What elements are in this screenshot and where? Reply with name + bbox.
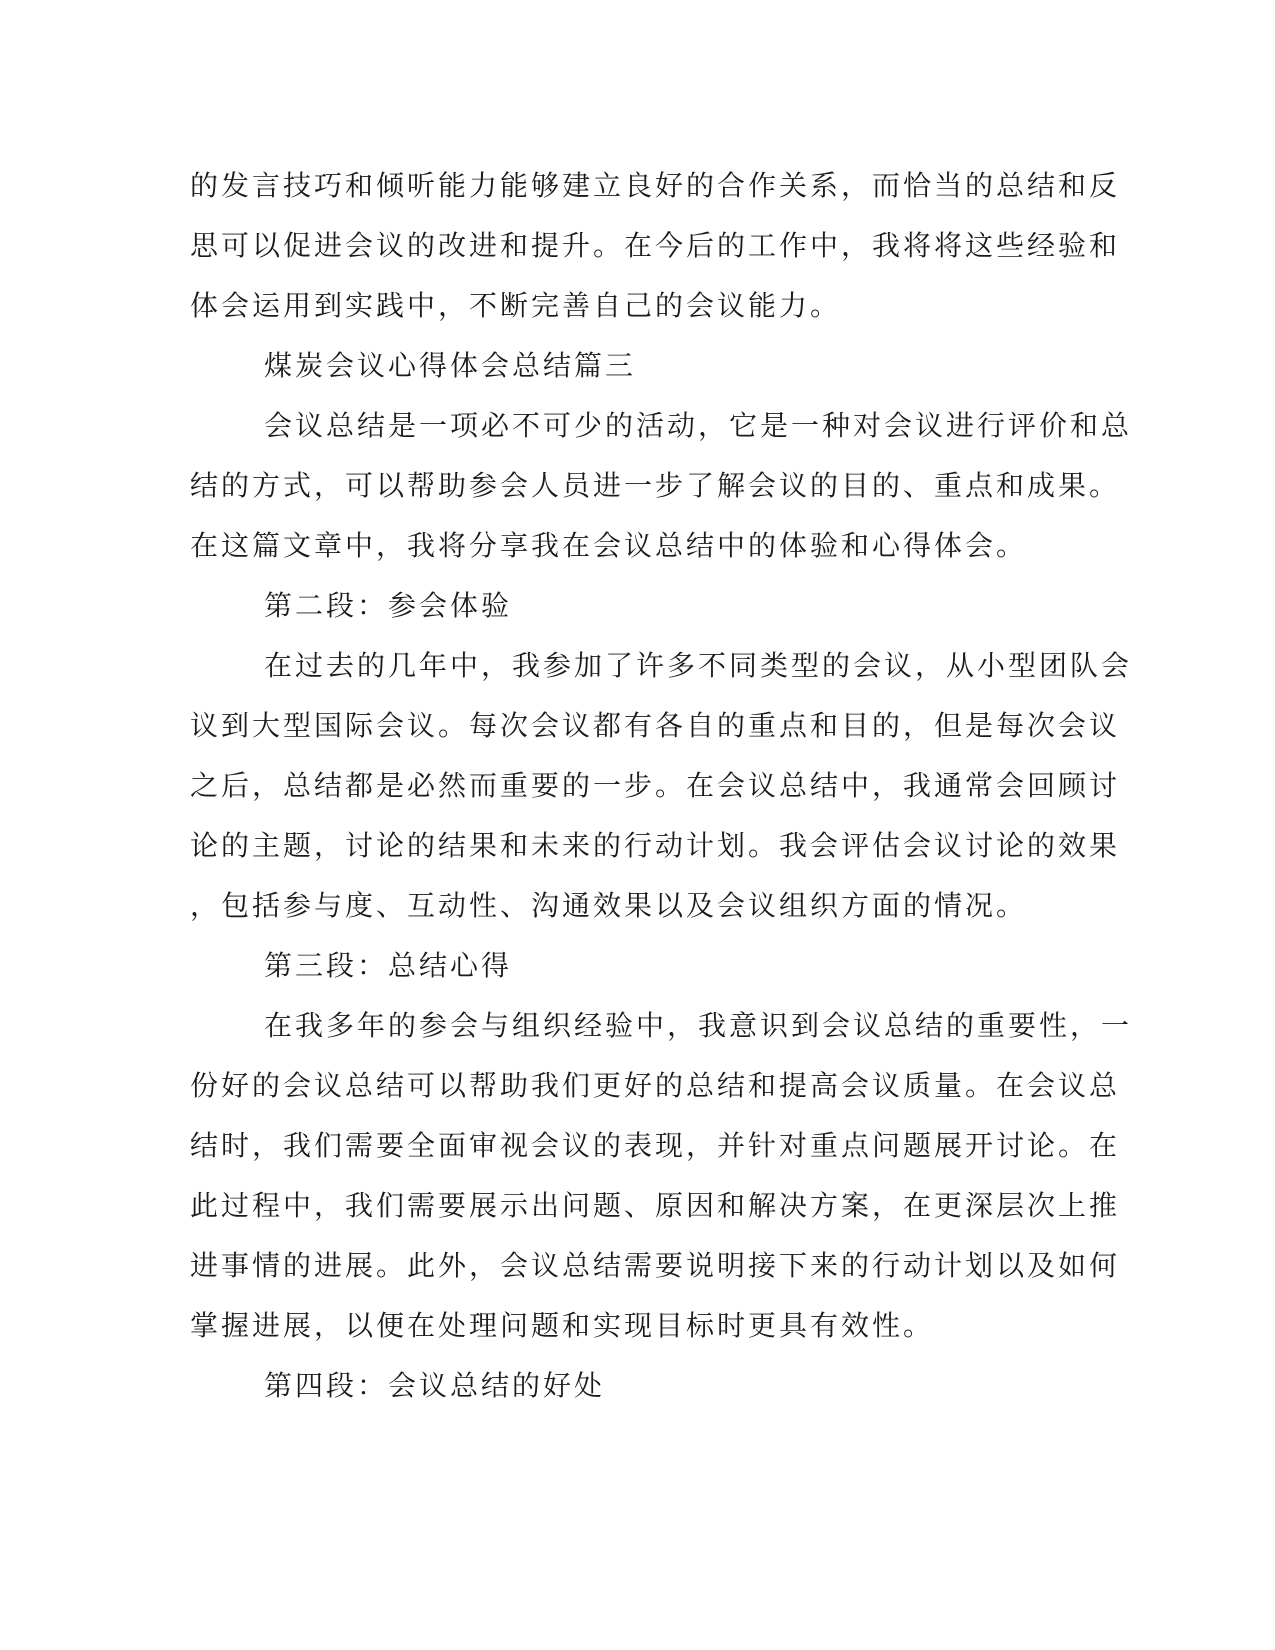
body-text-line: 在过去的几年中，我参加了许多不同类型的会议，从小型团队会 bbox=[264, 649, 1133, 682]
section-heading: 煤炭会议心得体会总结篇三 bbox=[264, 349, 637, 382]
section-heading: 第四段：会议总结的好处 bbox=[264, 1369, 606, 1402]
body-text-line: ，包括参与度、互动性、沟通效果以及会议组织方面的情况。 bbox=[190, 889, 1028, 922]
body-text-line: 此过程中，我们需要展示出问题、原因和解决方案，在更深层次上推 bbox=[190, 1189, 1121, 1222]
body-text-line: 的发言技巧和倾听能力能够建立良好的合作关系，而恰当的总结和反 bbox=[190, 169, 1121, 202]
section-heading: 第二段：参会体验 bbox=[264, 589, 513, 622]
body-text-line: 掌握进展，以便在处理问题和实现目标时更具有效性。 bbox=[190, 1309, 935, 1342]
body-text-line: 结的方式，可以帮助参会人员进一步了解会议的目的、重点和成果。 bbox=[190, 469, 1121, 502]
body-text-line: 份好的会议总结可以帮助我们更好的总结和提高会议质量。在会议总 bbox=[190, 1069, 1121, 1102]
body-text-line: 体会运用到实践中，不断完善自己的会议能力。 bbox=[190, 289, 842, 322]
body-text-line: 在这篇文章中，我将分享我在会议总结中的体验和心得体会。 bbox=[190, 529, 1028, 562]
body-text-line: 议到大型国际会议。每次会议都有各自的重点和目的，但是每次会议 bbox=[190, 709, 1121, 742]
body-text-line: 在我多年的参会与组织经验中，我意识到会议总结的重要性，一 bbox=[264, 1009, 1133, 1042]
body-text-line: 会议总结是一项必不可少的活动，它是一种对会议进行评价和总 bbox=[264, 409, 1133, 442]
body-text-line: 思可以促进会议的改进和提升。在今后的工作中，我将将这些经验和 bbox=[190, 229, 1121, 262]
section-heading: 第三段：总结心得 bbox=[264, 949, 513, 982]
body-text-line: 结时，我们需要全面审视会议的表现，并针对重点问题展开讨论。在 bbox=[190, 1129, 1121, 1162]
body-text-line: 进事情的进展。此外，会议总结需要说明接下来的行动计划以及如何 bbox=[190, 1249, 1121, 1282]
body-text-line: 论的主题，讨论的结果和未来的行动计划。我会评估会议讨论的效果 bbox=[190, 829, 1121, 862]
body-text-line: 之后，总结都是必然而重要的一步。在会议总结中，我通常会回顾讨 bbox=[190, 769, 1121, 802]
